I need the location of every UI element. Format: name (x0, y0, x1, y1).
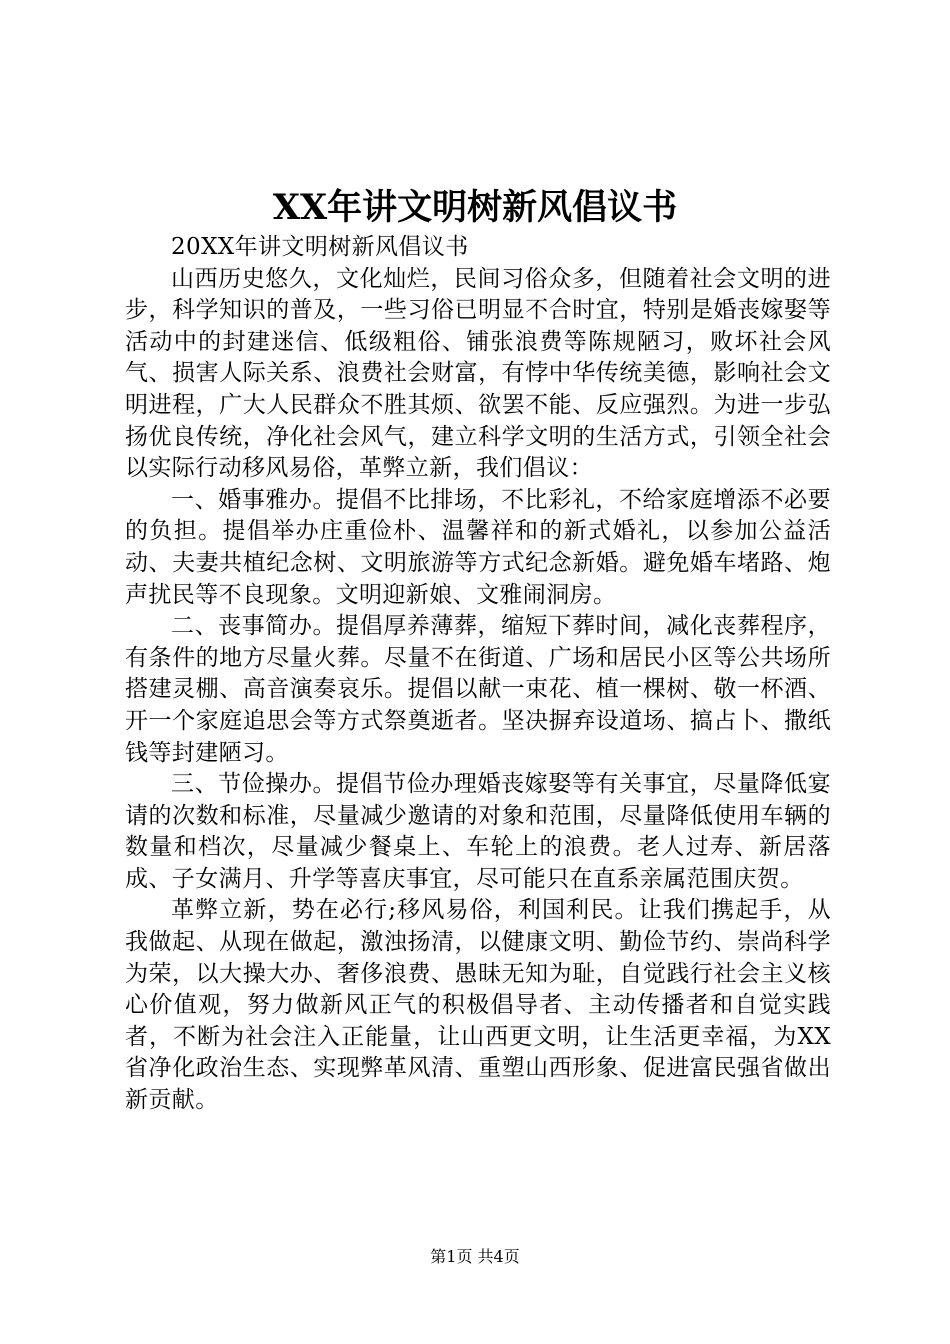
paragraph-frugal: 三、节俭操办。提倡节俭办理婚丧嫁娶等有关事宜，尽量降低宴请的次数和标准，尽量减少邀请的对象和范围，尽量降低使用车辆的数量和档次，尽量减少餐桌上、车轮上的浪费。老人过寿、新居落成、子女满月、升学等喜庆事宜，尽可能只在直系亲属范围庆贺。 (125, 771, 831, 892)
paragraph-subtitle: 20XX年讲文明树新风倡议书 (171, 234, 469, 260)
document-body (125, 232, 831, 1117)
page-number-footer: 第1页 共4页 (430, 1247, 520, 1266)
paragraph-funeral: 二、丧事简办。提倡厚养薄葬，缩短下葬时间，减化丧葬程序，有条件的地方尽量火葬。尽量不在街道、广场和居民小区等公共场所搭建灵棚、高音演奏哀乐。提倡以献一束花、植一棵树、敬一杯酒、开一个家庭追思会等方式祭奠逝者。坚决摒弃设道场、搞占卜、撒纸钱等封建陋习。 (125, 613, 831, 766)
paragraph-wedding: 一、婚事雅办。提倡不比排场，不比彩礼，不给家庭增添不必要的负担。提倡举办庄重俭朴、温馨祥和的新式婚礼，以参加公益活动、夫妻共植纪念树、文明旅游等方式纪念新婚。避免婚车堵路、炮声扰民等不良现象。文明迎新娘、文雅闹洞房。 (125, 486, 831, 608)
paragraph-conclusion: 革弊立新，势在必行;移风易俗，利国利民。让我们携起手，从我做起、从现在做起，激浊扬清，以健康文明、勤俭节约、崇尚科学为荣，以大操大办、奢侈浪费、愚昧无知为耻，自觉践行社会主义核心价值观，努力做新风正气的积极倡导者、主动传播者和自觉实践者，不断为社会注入正能量，让山西更文明，让生活更幸福，为XX省净化政治生态、实现弊革风清、重塑山西形象、促进富民强省做出新贡献。 (125, 897, 831, 1114)
paragraph-intro: 山西历史悠久，文化灿烂，民间习俗众多，但随着社会文明的进步，科学知识的普及，一些习俗已明显不合时宜，特别是婚丧嫁娶等活动中的封建迷信、低级粗俗、铺张浪费等陈规陋习，败坏社会风气、损害人际关系、浪费社会财富，有悖中华传统美德，影响社会文明进程，广大人民群众不胜其烦、欲罢不能、反应强烈。为进一步弘扬优良传统，净化社会风气，建立科学文明的生活方式，引领全社会以实际行动移风易俗，革弊立新，我们倡议： (125, 265, 831, 482)
document-title: XX年讲文明树新风倡议书 (272, 187, 678, 228)
